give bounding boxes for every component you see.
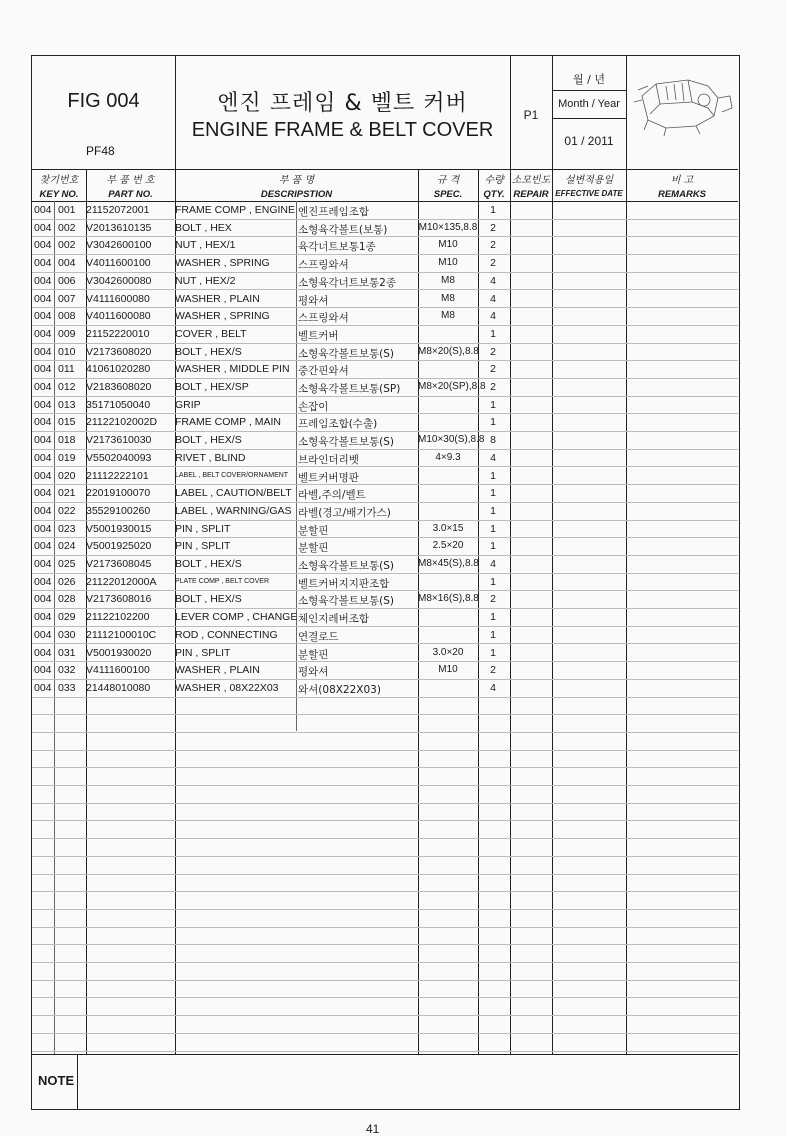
number-cell: 019: [58, 451, 76, 464]
key-cell: 004: [34, 469, 52, 482]
description-cell: WASHER , SPRING: [175, 310, 270, 323]
description-cell: WASHER , PLAIN: [175, 292, 260, 305]
table-row: [32, 254, 738, 273]
description-cell: NUT , HEX/2: [175, 274, 236, 287]
key-cell: 004: [34, 558, 52, 570]
empty-row: [32, 838, 738, 857]
description-cell: NUT , HEX/1: [175, 239, 236, 252]
description-cell: BOLT , HEX/S: [175, 558, 242, 570]
korean-name-cell: 육각너트보통1종: [298, 241, 376, 254]
number-cell: 010: [58, 345, 76, 358]
description-cell: WASHER , MIDDLE PIN: [175, 363, 290, 376]
spec-cell: M8: [441, 292, 455, 304]
key-cell: 004: [34, 257, 52, 270]
empty-row: [32, 1015, 738, 1034]
korean-name-cell: 소형육각볼트보통(S): [298, 347, 395, 360]
quantity-cell: 4: [490, 310, 496, 323]
part-number-cell: 41061020280: [86, 363, 151, 376]
quantity-cell: 2: [490, 381, 496, 393]
note-section: [32, 1054, 738, 1109]
korean-name-cell: 라벨(경고/배기가스): [298, 506, 391, 519]
quantity-cell: 1: [490, 204, 496, 216]
table-row: [32, 520, 738, 539]
table-row: [32, 290, 738, 309]
quantity-cell: 1: [490, 504, 496, 517]
part-number-cell: V2013610135: [86, 221, 152, 234]
key-cell: 004: [34, 646, 52, 659]
part-number-cell: V2183608020: [86, 381, 152, 393]
number-cell: 001: [58, 204, 76, 216]
col-description: 부 품 명 DESCRIPSTION: [260, 175, 333, 200]
korean-name-cell: 엔진프레임조합: [298, 206, 370, 218]
part-number-cell: V4011600080: [86, 310, 151, 323]
title-korean: 엔진 프레임 & 벨트 커버: [217, 91, 468, 116]
number-cell: 004: [58, 257, 76, 270]
table-row: [32, 236, 738, 255]
col-effective-date: 설변적용일 EFFECTIVE DATE: [555, 175, 623, 198]
title-block: [175, 56, 510, 169]
quantity-cell: 1: [490, 327, 496, 340]
table-row: [32, 661, 738, 680]
col-spec: 규 격 SPEC.: [433, 175, 463, 200]
korean-name-cell: 소형육각볼트보통(S): [298, 436, 395, 449]
page-block: [510, 56, 552, 169]
table-row: [32, 272, 738, 291]
part-number-cell: V5001930015: [86, 522, 152, 535]
korean-name-cell: 스프링와셔: [298, 312, 349, 325]
part-number-cell: V5001930020: [86, 646, 152, 659]
empty-row: [32, 821, 738, 840]
table-row: [32, 396, 738, 415]
number-cell: 002: [58, 239, 76, 252]
empty-row: [32, 944, 738, 963]
spec-cell: 3.0×20: [432, 646, 464, 658]
number-cell: 024: [58, 540, 76, 553]
description-cell: BOLT , HEX/S: [175, 593, 242, 606]
month-year-korean: 월 / 년: [573, 73, 605, 86]
empty-row: [32, 927, 738, 946]
quantity-cell: 2: [490, 363, 496, 376]
key-cell: 004: [34, 327, 52, 340]
spec-cell: M10: [438, 664, 458, 676]
title-english: ENGINE FRAME & BELT COVER: [191, 119, 494, 141]
table-row: [32, 573, 738, 592]
table-row: [32, 555, 738, 574]
empty-row: [32, 714, 738, 733]
fig-block: [32, 56, 175, 169]
korean-name-cell: 프레임조합(수출): [298, 418, 378, 431]
number-cell: 012: [58, 381, 76, 393]
empty-row: [32, 750, 738, 769]
empty-row: [32, 998, 738, 1017]
number-cell: 029: [58, 611, 76, 624]
key-cell: 004: [34, 451, 52, 464]
number-cell: 006: [58, 274, 76, 287]
description-cell: LEVER COMP , CHANGE: [175, 611, 298, 624]
quantity-cell: 4: [490, 274, 496, 287]
korean-name-cell: 중간핀와셔: [298, 365, 349, 378]
empty-row: [32, 732, 738, 751]
quantity-cell: 1: [490, 611, 496, 624]
number-cell: 030: [58, 628, 76, 641]
month-year-english: Month / Year: [558, 98, 620, 110]
number-cell: 031: [58, 646, 76, 659]
description-cell: PLATE COMP , BELT COVER: [175, 577, 270, 585]
quantity-cell: 4: [490, 451, 496, 464]
description-cell: WASHER , SPRING: [175, 257, 270, 270]
korean-name-cell: 소형육각너트보통2종: [298, 276, 396, 289]
issue-date: 01 / 2011: [564, 134, 614, 148]
date-block: [552, 56, 626, 169]
korean-name-cell: 소형육각볼트보통(S): [298, 560, 395, 572]
quantity-cell: 8: [490, 434, 496, 447]
number-cell: 008: [58, 310, 76, 323]
spec-cell: M8×16(S),8.8: [418, 593, 479, 605]
table-row: [32, 343, 738, 362]
spec-cell: M8×20(S),8.8: [418, 345, 479, 357]
empty-row: [32, 980, 738, 999]
key-cell: 004: [34, 398, 52, 411]
number-cell: 022: [58, 504, 76, 517]
part-number-cell: 21112100010C: [86, 628, 157, 641]
number-cell: 033: [58, 681, 76, 694]
table-row: [32, 431, 738, 450]
key-cell: 004: [34, 664, 52, 677]
quantity-cell: 1: [490, 575, 496, 588]
key-cell: 004: [34, 611, 52, 624]
key-cell: 004: [34, 434, 52, 447]
description-cell: BOLT , HEX/S: [175, 434, 242, 447]
korean-name-cell: 연결로드: [298, 630, 339, 643]
empty-row: [32, 1033, 738, 1052]
table-row: [32, 537, 738, 556]
description-cell: PIN , SPLIT: [175, 540, 231, 553]
part-number-cell: 21112222101: [86, 469, 149, 482]
korean-name-cell: 소형육각볼트(보통): [298, 223, 388, 236]
quantity-cell: 2: [490, 221, 496, 234]
part-number-cell: V2173608016: [86, 593, 152, 606]
number-cell: 011: [58, 363, 75, 376]
note-label: NOTE: [38, 1073, 75, 1088]
korean-name-cell: 라벨,주의/벨트: [298, 489, 366, 502]
part-number-cell: V4111600080: [86, 292, 150, 305]
korean-name-cell: 와셔(08X22X03): [298, 683, 381, 696]
column-header: [32, 169, 738, 202]
korean-name-cell: 평와셔: [298, 666, 329, 679]
number-cell: 020: [58, 469, 76, 482]
korean-name-cell: 분할핀: [298, 648, 329, 661]
key-cell: 004: [34, 381, 52, 393]
description-cell: FRAME COMP , ENGINE: [175, 204, 295, 216]
quantity-cell: 1: [490, 522, 496, 535]
spec-cell: M8×45(S),8.8: [418, 558, 479, 569]
key-cell: 004: [34, 363, 52, 376]
col-key: 찾기번호 KEY NO.: [39, 175, 79, 200]
part-number-cell: V4111600100: [86, 664, 150, 677]
spec-cell: M8: [441, 310, 455, 322]
key-cell: 004: [34, 310, 52, 323]
page-label: P1: [523, 108, 539, 122]
description-cell: GRIP: [175, 398, 201, 411]
number-cell: 023: [58, 522, 76, 535]
col-qty: 수량 QTY.: [483, 175, 505, 200]
quantity-cell: 4: [490, 558, 496, 570]
key-cell: 004: [34, 681, 52, 694]
part-number-cell: 21152220010: [86, 327, 150, 340]
key-cell: 004: [34, 575, 52, 588]
part-number-cell: V5502040093: [86, 451, 152, 464]
spec-cell: M10×135,8.8: [418, 221, 478, 233]
key-cell: 004: [34, 221, 52, 234]
spec-cell: M10×30(S),8.8: [418, 434, 485, 446]
number-cell: 026: [58, 575, 76, 588]
quantity-cell: 1: [490, 540, 496, 553]
part-number-cell: V4011600100: [86, 257, 151, 270]
korean-name-cell: 분할핀: [298, 524, 329, 537]
quantity-cell: 2: [490, 239, 496, 252]
table-row: [32, 502, 738, 521]
number-cell: 007: [58, 292, 76, 305]
number-cell: 028: [58, 593, 76, 606]
table-row: [32, 413, 738, 432]
table-row: [32, 219, 738, 238]
korean-name-cell: 체인지레버조합: [298, 613, 370, 626]
empty-row: [32, 874, 738, 893]
description-cell: LABEL , BELT COVER/ORNAMENT: [175, 471, 289, 479]
korean-name-cell: 평와셔: [298, 294, 329, 307]
quantity-cell: 1: [490, 416, 496, 429]
table-row: [32, 644, 738, 663]
description-cell: COVER , BELT: [175, 327, 247, 340]
key-cell: 004: [34, 593, 52, 606]
number-cell: 002: [58, 221, 76, 234]
key-cell: 004: [34, 292, 52, 305]
empty-row: [32, 803, 738, 822]
key-cell: 004: [34, 628, 52, 641]
key-cell: 004: [34, 274, 52, 287]
korean-name-cell: 손잡이: [298, 400, 329, 413]
quantity-cell: 4: [490, 292, 496, 305]
empty-row: [32, 891, 738, 910]
korean-name-cell: 분할핀: [298, 542, 329, 555]
description-cell: BOLT , HEX/SP: [175, 381, 249, 393]
korean-name-cell: 벨트커버: [298, 329, 339, 342]
part-number-cell: V2173608020: [86, 345, 152, 358]
korean-name-cell: 소형육각볼트보통(SP): [298, 383, 401, 395]
table-row: [32, 467, 738, 486]
part-number-cell: V2173608045: [86, 558, 152, 570]
sheet-header: [32, 56, 738, 170]
description-cell: WASHER , 08X22X03: [175, 681, 279, 694]
quantity-cell: 1: [490, 628, 496, 641]
quantity-cell: 1: [490, 487, 496, 500]
part-number-cell: 21122102002D: [86, 416, 158, 429]
korean-name-cell: 브라인더리벳: [298, 453, 359, 466]
table-row: [32, 201, 738, 220]
table-row: [32, 626, 738, 645]
table-row: [32, 378, 738, 397]
description-cell: PIN , SPLIT: [175, 522, 231, 535]
part-number-cell: 21122012000A: [86, 575, 157, 588]
korean-name-cell: 소형육각볼트보통(S): [298, 595, 395, 608]
quantity-cell: 4: [490, 681, 496, 694]
table-row: [32, 307, 738, 326]
part-number-cell: V3042600080: [86, 274, 152, 287]
key-cell: 004: [34, 204, 52, 216]
korean-name-cell: 벨트커버명판: [298, 471, 359, 484]
part-number-cell: 35529100260: [86, 504, 151, 517]
part-number-cell: 21152072001: [86, 204, 150, 216]
description-cell: WASHER , PLAIN: [175, 664, 260, 677]
model-code: PF48: [86, 144, 115, 158]
table-row: [32, 325, 738, 344]
part-number-cell: V3042600100: [86, 239, 152, 252]
empty-row: [32, 697, 738, 716]
quantity-cell: 2: [490, 345, 496, 358]
table-row: [32, 590, 738, 609]
empty-row: [32, 767, 738, 786]
spec-cell: M10: [438, 239, 458, 251]
empty-row: [32, 962, 738, 981]
table-row: [32, 484, 738, 503]
table-row: [32, 360, 738, 379]
spec-cell: M8: [441, 274, 455, 286]
quantity-cell: 2: [490, 257, 496, 270]
number-cell: 021: [58, 487, 76, 500]
description-cell: BOLT , HEX: [175, 221, 232, 234]
table-row: [32, 608, 738, 627]
table-row: [32, 679, 738, 698]
spec-cell: 4×9.3: [435, 451, 461, 463]
number-cell: 009: [58, 327, 76, 340]
table-row: [32, 449, 738, 468]
number-cell: 032: [58, 664, 76, 677]
key-cell: 004: [34, 487, 52, 500]
empty-row: [32, 785, 738, 804]
part-number-cell: 21122102200: [86, 611, 150, 624]
col-part: 부 품 번 호 PART NO.: [106, 175, 155, 200]
key-cell: 004: [34, 504, 52, 517]
key-cell: 004: [34, 416, 52, 429]
description-cell: RIVET , BLIND: [175, 451, 246, 464]
key-cell: 004: [34, 540, 52, 553]
empty-row: [32, 856, 738, 875]
description-cell: PIN , SPLIT: [175, 646, 231, 659]
part-number-cell: 35171050040: [86, 398, 151, 411]
number-cell: 025: [58, 558, 76, 570]
part-number-cell: V5001925020: [86, 540, 152, 553]
quantity-cell: 2: [490, 593, 496, 606]
fig-number: FIG 004: [67, 90, 140, 112]
quantity-cell: 2: [490, 664, 496, 677]
spec-cell: M10: [438, 257, 458, 269]
quantity-cell: 1: [490, 469, 496, 482]
part-number-cell: 22019100070: [86, 487, 151, 500]
number-cell: 015: [58, 416, 76, 429]
description-cell: FRAME COMP , MAIN: [175, 416, 281, 429]
description-cell: LABEL , WARNING/GAS: [175, 504, 292, 517]
key-cell: 004: [34, 522, 52, 535]
korean-name-cell: 스프링와셔: [298, 259, 349, 272]
part-number-cell: 21448010080: [86, 681, 151, 694]
description-cell: LABEL , CAUTION/BELT: [175, 487, 292, 500]
engine-sketch-icon: [626, 56, 738, 169]
empty-row: [32, 909, 738, 928]
number-cell: 018: [58, 434, 76, 447]
part-number-cell: V2173610030: [86, 434, 152, 447]
spec-cell: 2.5×20: [432, 540, 464, 552]
korean-name-cell: 벨트커버지지판조합: [298, 577, 390, 590]
number-cell: 013: [58, 398, 76, 411]
key-cell: 004: [34, 345, 52, 358]
description-cell: BOLT , HEX/S: [175, 345, 242, 358]
parts-list-sheet: [31, 55, 740, 1110]
col-repair: 소모빈도 REPAIR: [511, 175, 551, 200]
key-cell: 004: [34, 239, 52, 252]
quantity-cell: 1: [490, 398, 496, 411]
col-remarks: 비 고 REMARKS: [657, 175, 707, 200]
spec-cell: M8×20(SP),8.8: [418, 381, 486, 392]
description-cell: ROD , CONNECTING: [175, 628, 278, 641]
page-number: 41: [366, 1122, 380, 1136]
quantity-cell: 1: [490, 646, 496, 659]
spec-cell: 3.0×15: [432, 522, 464, 534]
